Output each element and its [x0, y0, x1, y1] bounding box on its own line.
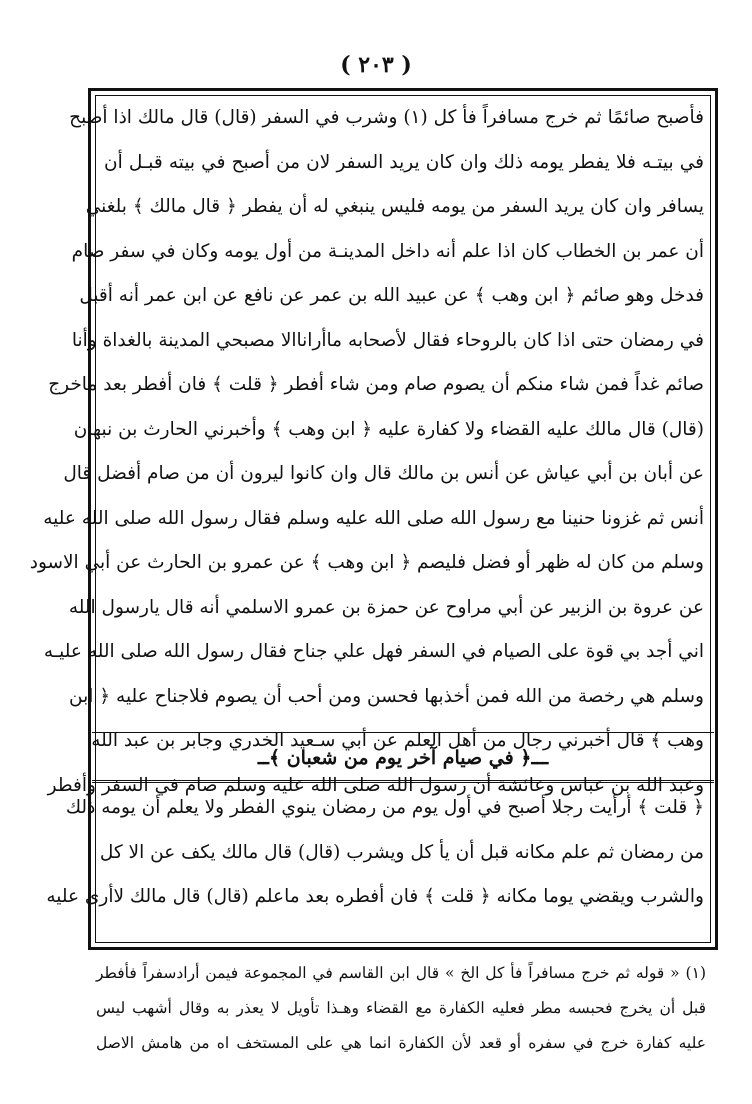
text-line: وهب ﴾ قال أخبرني رجال من أهل العلم عن أبي سـعيد الخدري وجابر بن عبد الله [91, 730, 704, 751]
section-heading: ـــ﴿ في صيام آخر يوم من شعبان ﴾ــ [257, 747, 549, 769]
footnote-line: عليه كفارة خرج في سفره أو قعد لأن الكفارة انما هي على المستخف اه من هامش الاصل [96, 1034, 706, 1052]
text-line: والشرب ويقضي يوما مكانه ﴿ قلت ﴾ فان أفطره بعد ماعلم (قال) قال مالك لاأرى عليه [46, 886, 704, 907]
section-divider-bottom [92, 780, 714, 783]
text-line: أنس ثم غزونا حنينا مع رسول الله صلى الله عليه وسلم فقال رسول الله صلى الله عليه [43, 507, 704, 529]
text-line: فأصبح صائمًا ثم خرج مسافراً فأ كل (١) وشرب في السفر (قال) قال مالك اذا أصبح [69, 107, 704, 128]
text-line: (قال) قال مالك عليه القضاء ولا كفارة عليه ﴿ ابن وهب ﴾ وأخبرني الحارث بن نبهان [73, 418, 704, 440]
section-divider-top [92, 732, 714, 733]
text-line: وسلم من كان له ظهر أو فضل فليصم ﴿ ابن وهب ﴾ عن عمرو بن الحارث عن أبي الاسود [29, 552, 704, 573]
text-line: عن أبان بن أبي عياش عن أنس بن مالك قال وان كانوا ليرون أن من صام أفضل قال [63, 463, 704, 484]
text-line: وسلم هي رخصة من الله فمن أخذبها فحسن ومن أحب أن يصوم فلاجناح عليه ﴿ ابن [69, 685, 704, 707]
footnote-line: (١) « قوله ثم خرج مسافراً فأ كل الخ » قال ابن القاسم في المجموعة فيمن أرادسفراً فأفطر [96, 964, 706, 982]
text-line: فدخل وهو صائم ﴿ ابن وهب ﴾ عن عبيد الله بن عمر عن نافع عن ابن عمر أنه أقبل [79, 285, 704, 306]
page-number: ( ٢٠٣ ) [340, 52, 412, 78]
text-line: أن عمر بن الخطاب كان اذا علم أنه داخل المدينـة من أول يومه وكان في سفر صام [71, 240, 704, 262]
footnote-line: قبل أن يخرج فحبسه مطر فعليه الكفارة مع القضاء وهـذا تأويل لا يعذر به وقال أشهب ليس [96, 999, 706, 1017]
footnote [96, 956, 706, 1061]
text-line: في رمضان حتى اذا كان بالروحاء فقال لأصحابه ماأراناالا مصبحي المدينة بالغداة وأنا [71, 329, 704, 351]
text-line: من رمضان ثم علم مكانه قبل أن يأ كل ويشرب (قال) قال مالك يكف عن الا كل [99, 841, 704, 863]
section-text [46, 786, 704, 920]
text-line: ﴿ قلت ﴾ أرأيت رجلا أصبح في أول يوم من رمضان ينوي الفطر ولا يعلم أن يومه ذلك [65, 797, 704, 818]
text-line: وعبد الله بن عباس وعائشة أن رسول الله صلى الله عليه وسلم صام في السفر وأفطر [47, 774, 704, 796]
text-line: اني أجد بي قوة على الصيام في السفر فهل علي جناح فقال رسول الله صلى الله عليـه [43, 641, 704, 662]
text-line: يسافر وان كان يريد السفر من يومه فليس ينبغي له أن يفطر ﴿ قال مالك ﴾ بلغني [85, 196, 704, 217]
text-line: صائم غداً فمن شاء منكم أن يصوم صام ومن شاء أفطر ﴿ قلت ﴾ فان أفطر بعد ماخرج [48, 374, 704, 395]
text-line: عن عروة بن الزبير عن أبي مراوح عن حمزة بن عمرو الاسلمي أنه قال يارسول الله [68, 596, 704, 618]
text-line: في بيتـه فلا يفطر يومه ذلك وان كان يريد السفر لان من أصبح في بيته قبـل أن [104, 151, 704, 173]
